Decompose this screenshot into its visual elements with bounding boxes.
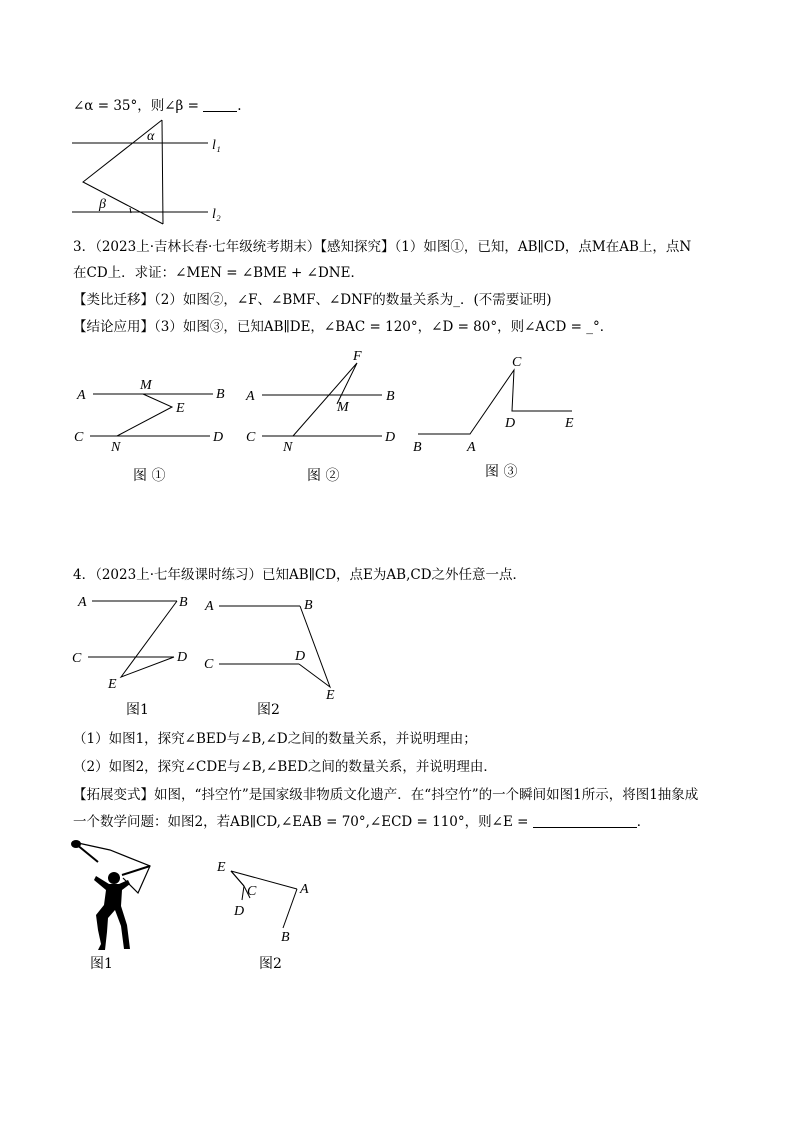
q4-ext1: 【拓展变式】如图，“抖空竹”是国家级非物质文化遗产．在“抖空竹”的一个瞬间如图1所示，将图1抽象成 [73, 787, 699, 803]
q4-fig2-label-e: E [326, 688, 335, 703]
fig3-label-b: B [413, 440, 422, 455]
q3-line2: 在CD上．求证：∠MEN = ∠BME + ∠DNE． [73, 265, 364, 281]
q3-line1: 3．（2023上·吉林长春·七年级统考期末）【感知探究】（1）如图①，已知，AB∥CD，点M在AB上，点N [73, 239, 692, 255]
q4-fig1-label-a: A [78, 595, 87, 610]
beta-label: β [99, 197, 106, 212]
q4-fig1-label-d: D [177, 650, 188, 665]
fig1-label-d: D [213, 430, 224, 445]
q4-line1: 4．（2023上·七年级课时练习）已知AB∥CD，点E为AB,CD之外任意一点． [73, 567, 527, 583]
abstract-label-c: C [247, 884, 257, 899]
fig3-label-c: C [512, 355, 522, 370]
q4-ext2-end: ． [636, 814, 651, 830]
fig1-label-n: N [111, 440, 121, 455]
abstract-line-ea [231, 871, 297, 889]
q4-fig2-label-a: A [205, 599, 214, 614]
q4-fig2-label-c: C [204, 657, 214, 672]
q4-fig2-caption: 图2 [257, 702, 280, 718]
q3-line4: 【结论应用】（3）如图③，已知AB∥DE，∠BAC = 120°，∠D = 80°，则∠ACD = _°． [73, 319, 614, 335]
q4-fig2-label-b: B [304, 598, 313, 613]
fig1-label-e: E [176, 401, 185, 416]
q2-line-text: ∠α = 35°，则∠β = [73, 98, 204, 114]
q4-fig1-caption: 图1 [126, 702, 149, 718]
l1-label: l₁ [212, 138, 221, 153]
q2-line-end: . [237, 98, 242, 114]
q3-fig3-caption: 图 ③ [485, 464, 518, 480]
abstract-line-ab [283, 889, 297, 928]
abstract-label-d: D [234, 904, 245, 919]
fig3-label-d: D [505, 416, 516, 431]
fig1-label-m: M [140, 378, 152, 393]
q4-sub1: （1）如图1，探究∠BED与∠B,∠D之间的数量关系，并说明理由； [73, 731, 477, 747]
abstract-label-b: B [281, 930, 290, 945]
q4-fig3-caption: 图1 [90, 956, 113, 972]
fig2-label-m: M [337, 400, 349, 415]
q3-line3: 【类比迁移】（2）如图②，∠F、∠BMF、∠DNF的数量关系为_．(不需要证明) [73, 292, 552, 308]
fig2-label-f: F [353, 349, 362, 364]
fig3-label-e: E [565, 416, 574, 431]
fig2-label-c: C [246, 430, 256, 445]
fig2-label-n: N [283, 440, 293, 455]
fig1-label-c: C [74, 430, 84, 445]
abstract-label-e: E [217, 860, 226, 875]
q4-fig4-caption: 图2 [259, 956, 282, 972]
q4-fig1-label-b: B [179, 595, 188, 610]
q4-fig1-label-e: E [108, 677, 117, 692]
q3-fig1-caption: 图 ① [133, 468, 166, 484]
fig1-label-a: A [77, 388, 86, 403]
q4-fig2-label-d: D [295, 649, 306, 664]
l2-label: l₂ [212, 207, 221, 222]
abstract-line-cd [242, 886, 244, 900]
fig2-label-d: D [385, 430, 396, 445]
abstract-label-a: A [300, 882, 309, 897]
q3-fig2-caption: 图 ② [307, 468, 340, 484]
fig3-label-a: A [467, 440, 476, 455]
q4-sub2: （2）如图2，探究∠CDE与∠B,∠BED之间的数量关系，并说明理由． [73, 759, 497, 775]
alpha-label: α [147, 129, 155, 144]
fig2-label-b: B [386, 389, 395, 404]
fig2-label-a: A [246, 389, 255, 404]
fig1-label-b: B [216, 387, 225, 402]
q4-fig1-label-c: C [72, 651, 82, 666]
q4-ext2-text: 一个数学问题：如图2，若AB∥CD,∠EAB = 70°,∠ECD = 110°，则∠E = [73, 814, 533, 830]
